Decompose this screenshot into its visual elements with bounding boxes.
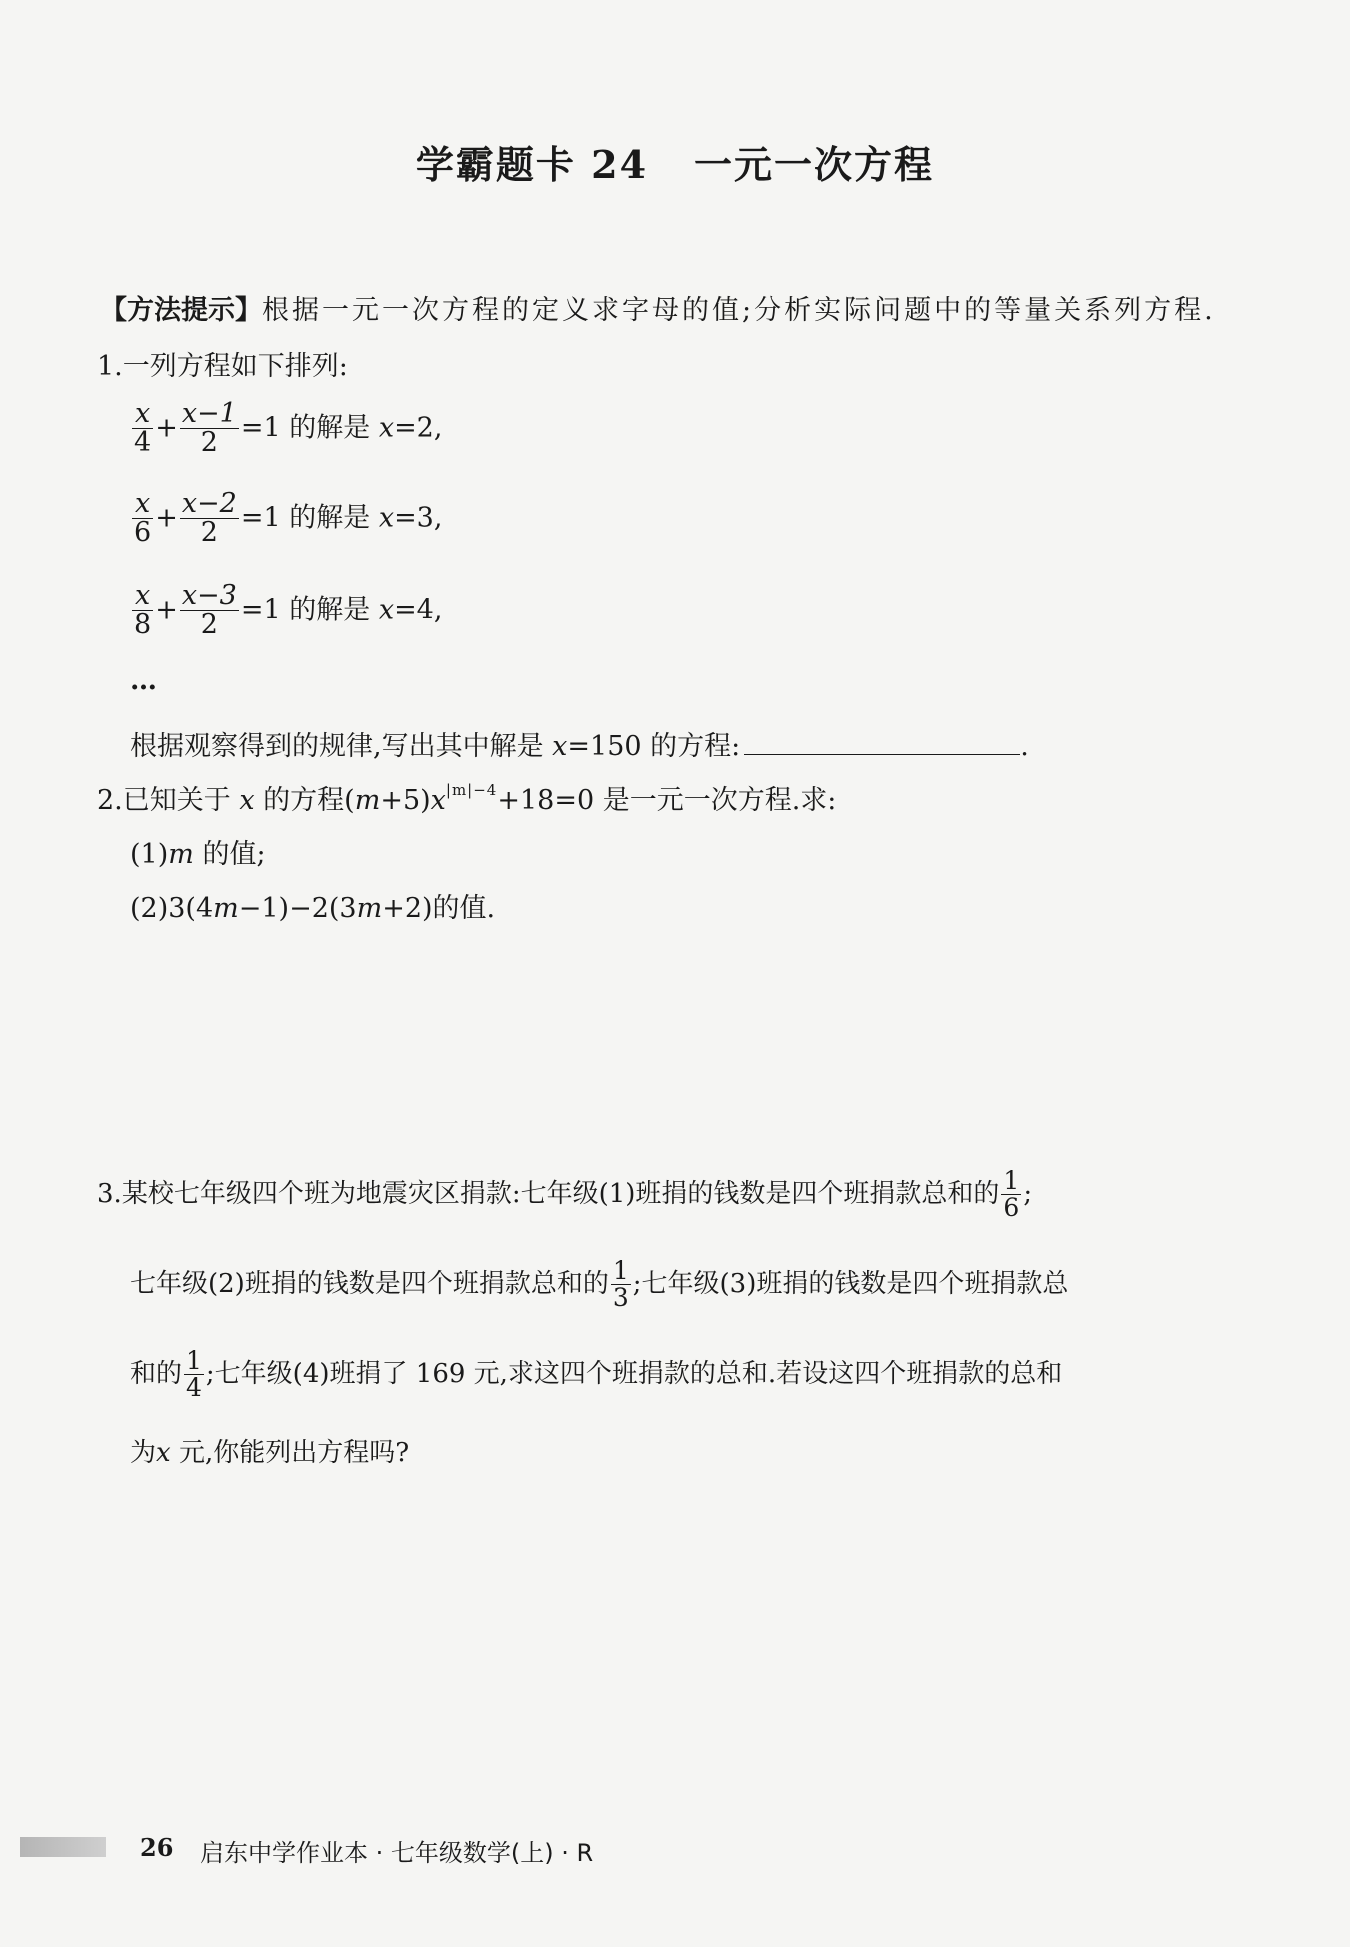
fraction: $\frac{x}{4}$ — [134, 398, 152, 459]
question-3-line-3: 和的 $\frac{1}{4}$ ;七年级(4)班捐了 169 元,求这四个班捐款的总和.若设这四个班捐款的总和 — [130, 1346, 1063, 1403]
question-number: 1. — [97, 351, 123, 382]
equation-row: $\frac{x}{4}$ + $\frac{x-1}{2}$ =1 的解是 x=2, — [134, 398, 443, 459]
book-title: 启东中学作业本 · 七年级数学(上) · R — [200, 1839, 594, 1867]
question-1-intro — [97, 344, 348, 383]
question-number: 3. — [97, 1178, 122, 1209]
footer-bar — [20, 1837, 106, 1857]
question-3-line-4: 为x 元,你能列出方程吗? — [130, 1438, 410, 1468]
method-tip-text: 根据一元一次方程的定义求字母的值;分析实际问题中的等量关系列方程. — [262, 295, 1216, 326]
fraction: $\frac{1}{6}$ — [1003, 1166, 1020, 1223]
question-2-part-1: (1)m 的值; — [130, 839, 266, 870]
fraction: $\frac{x-2}{2}$ — [181, 488, 237, 549]
method-tip — [100, 288, 1216, 327]
fraction: $\frac{x-3}{2}$ — [181, 580, 237, 641]
equation-row: $\frac{x}{8}$ + $\frac{x-3}{2}$ =1 的解是 x=4, — [134, 580, 443, 641]
answer-blank[interactable] — [744, 728, 1020, 755]
fraction: $\frac{1}{4}$ — [186, 1346, 202, 1403]
fraction: $\frac{x}{6}$ — [134, 488, 152, 549]
equation-row: $\frac{x}{6}$ + $\frac{x-2}{2}$ =1 的解是 x=3, — [134, 488, 443, 549]
title-main: 学霸题卡 24 — [415, 142, 649, 187]
question-number: 2. — [97, 785, 123, 816]
fraction: $\frac{1}{3}$ — [612, 1256, 629, 1313]
method-tip-label: 【方法提示】 — [100, 295, 262, 326]
fraction: $\frac{x}{8}$ — [134, 580, 152, 641]
title-topic: 一元一次方程 — [694, 142, 935, 187]
question-text: 一列方程如下排列: — [122, 351, 348, 382]
ellipsis: … — [130, 665, 159, 696]
question-3-line-2: 七年级(2)班捐的钱数是四个班捐款总和的 $\frac{1}{3}$ ;七年级(3)班捐的钱数是四个班捐款总 — [130, 1256, 1069, 1313]
page-number: 26 — [140, 1833, 174, 1862]
exponent: |m|−4 — [445, 781, 498, 799]
page-title — [0, 134, 1350, 189]
fraction: $\frac{x-1}{2}$ — [181, 398, 237, 459]
question-3-line-1: 3.某校七年级四个班为地震灾区捐款:七年级(1)班捐的钱数是四个班捐款总和的 $\frac{1}{6}$ ; — [97, 1166, 1033, 1223]
question-2-part-2: (2)3(4m−1)−2(3m+2)的值. — [130, 893, 496, 924]
question-1-prompt: 根据观察得到的规律,写出其中解是 x=150 的方程: . — [130, 724, 1029, 763]
question-2: 2.已知关于 x 的方程$(m+5)x^{|m|-4}+18=0$ 是一元一次方程.求: — [97, 781, 837, 816]
